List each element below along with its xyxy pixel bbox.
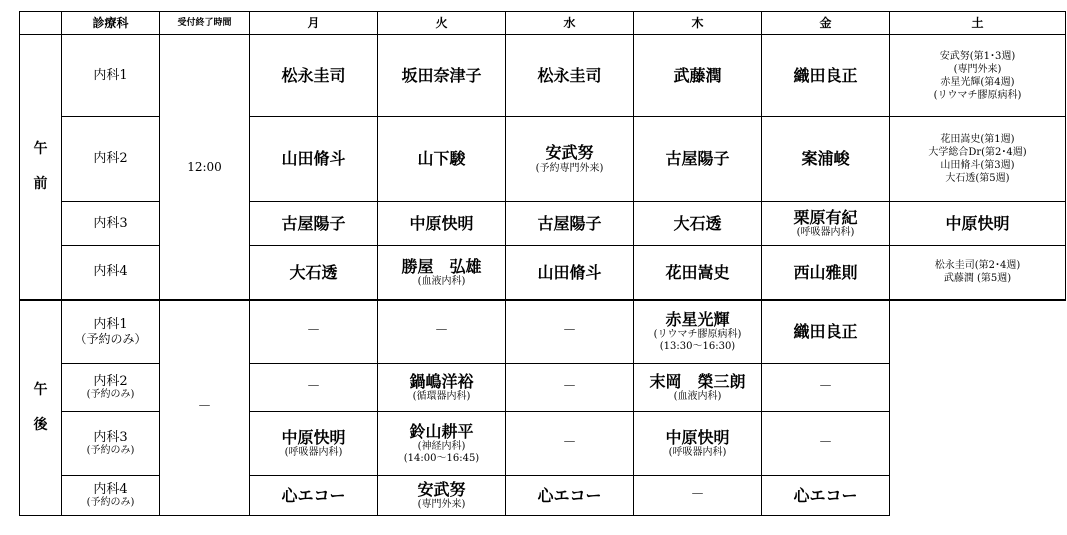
doctor-note: (循環器内科)	[412, 391, 471, 403]
afternoon-period-label	[20, 300, 62, 516]
period-char: 前	[33, 175, 48, 192]
doctor-name: 鍋嶋洋裕	[409, 371, 474, 391]
header-row	[20, 12, 1066, 35]
doctor-note: (血液内科)	[417, 275, 466, 287]
doctor-note: (予約専門外来)	[535, 162, 604, 174]
doctor-name: 西山雅則	[793, 262, 858, 282]
morning-reception-time: 12:00	[160, 35, 250, 300]
doctor-name: 末岡 榮三朗	[649, 371, 746, 391]
period-char: 午	[33, 381, 48, 398]
doctor-name: 坂田奈津子	[401, 65, 482, 85]
morning-row-1	[20, 35, 1066, 117]
doctor-cell	[762, 246, 890, 300]
doctor-cell: －	[634, 476, 762, 516]
doctor-cell: －	[506, 412, 634, 476]
doctor-name: 武藤潤	[673, 65, 722, 85]
dept-cell	[62, 300, 160, 364]
dept-cell	[62, 412, 160, 476]
doctor-cell	[634, 246, 762, 300]
doctor-name: 大石透	[289, 262, 338, 282]
doctor-cell	[634, 364, 762, 412]
sat-line: 松永圭司(第2･4週)	[934, 260, 1021, 272]
doctor-cell	[250, 476, 378, 516]
doctor-name: 中原快明	[281, 427, 346, 447]
doctor-cell	[250, 117, 378, 202]
header-day-thu: 木	[634, 12, 762, 35]
doctor-note: (呼吸器内科)	[284, 447, 343, 459]
header-day-wed: 水	[506, 12, 634, 35]
doctor-name: 花田嵩史	[665, 262, 730, 282]
dept-cell: 内科3	[62, 202, 160, 246]
sat-line: 安武努(第1･3週)	[939, 50, 1016, 62]
doctor-cell	[250, 202, 378, 246]
doctor-name: 安武努	[545, 143, 594, 163]
doctor-name: 中原快明	[409, 213, 474, 233]
doctor-name: 栗原有紀	[793, 207, 858, 227]
period-char: 後	[33, 416, 48, 433]
doctor-name: 織田良正	[793, 65, 858, 85]
doctor-cell	[634, 117, 762, 202]
doctor-name: 大石透	[673, 213, 722, 233]
doctor-note: (14:00～16:45)	[403, 453, 480, 465]
saturday-cell	[890, 35, 1066, 117]
doctor-cell: －	[506, 364, 634, 412]
doctor-cell	[506, 202, 634, 246]
sat-line: 大石透(第5週)	[945, 173, 1010, 184]
doctor-cell	[634, 412, 762, 476]
doctor-cell	[378, 117, 506, 202]
doctor-cell	[762, 300, 890, 364]
doctor-cell	[378, 412, 506, 476]
doctor-cell	[378, 246, 506, 300]
doctor-name: 中原快明	[945, 213, 1010, 233]
dept-sub: (予約のみ)	[86, 497, 135, 509]
sat-line: 武藤潤 (第5週)	[943, 273, 1012, 285]
sat-line: 花田嵩史(第1週)	[940, 134, 1015, 145]
doctor-name: 案浦峻	[801, 149, 850, 169]
doctor-cell	[506, 35, 634, 117]
doctor-name: 山田脩斗	[537, 262, 602, 282]
sat-line: 山田脩斗(第3週)	[940, 160, 1015, 171]
dept-sub: (予約のみ)	[86, 389, 135, 401]
period-char: 午	[33, 140, 48, 157]
doctor-name: 山下駿	[417, 149, 466, 169]
doctor-cell	[762, 202, 890, 246]
doctor-cell: －	[506, 300, 634, 364]
doctor-name: 中原快明	[665, 427, 730, 447]
doctor-name: 古屋陽子	[665, 149, 730, 169]
doctor-note: (神経内科)	[417, 441, 466, 453]
dept-label: 内科4	[93, 481, 128, 497]
doctor-cell: －	[762, 364, 890, 412]
doctor-note: (13:30～16:30)	[659, 341, 736, 353]
doctor-name: 心エコー	[537, 485, 602, 505]
doctor-cell	[762, 117, 890, 202]
sat-line: 大学総合Dr(第2･4週)	[928, 147, 1027, 158]
sat-line: (専門外来)	[953, 63, 1002, 75]
schedule-table	[19, 11, 1066, 516]
doctor-name: 松永圭司	[281, 65, 346, 85]
dept-sub: （予約のみ）	[74, 332, 147, 347]
doctor-cell	[506, 117, 634, 202]
dept-label: 内科3	[93, 429, 128, 445]
dept-cell: 内科4	[62, 246, 160, 300]
doctor-name: 勝屋 弘雄	[401, 256, 482, 276]
header-day-sat: 土	[890, 12, 1066, 35]
saturday-cell	[890, 202, 1066, 246]
header-reception-end: 受付終了時間	[160, 12, 250, 35]
doctor-name: 織田良正	[793, 322, 858, 342]
doctor-name: 赤星光輝	[665, 310, 730, 330]
doctor-name: 心エコー	[281, 485, 346, 505]
header-corner	[20, 12, 62, 35]
header-dept: 診療科	[62, 12, 160, 35]
header-day-fri: 金	[762, 12, 890, 35]
doctor-name: 心エコー	[793, 485, 858, 505]
sat-line: (リウマチ膠原病科)	[933, 89, 1022, 101]
dept-cell	[62, 476, 160, 516]
empty-area	[890, 300, 1066, 516]
afternoon-reception-time: －	[160, 300, 250, 516]
dept-label: 内科1	[93, 316, 128, 332]
doctor-cell	[634, 300, 762, 364]
dept-cell	[62, 364, 160, 412]
doctor-name: 古屋陽子	[537, 213, 602, 233]
doctor-cell	[378, 364, 506, 412]
dept-sub: (予約のみ)	[86, 445, 135, 457]
doctor-cell	[378, 476, 506, 516]
doctor-cell: －	[378, 300, 506, 364]
doctor-cell	[506, 246, 634, 300]
morning-period-label	[20, 35, 62, 300]
doctor-cell	[250, 412, 378, 476]
doctor-cell	[250, 246, 378, 300]
doctor-cell	[250, 35, 378, 117]
header-day-mon: 月	[250, 12, 378, 35]
sat-line: 赤星光輝(第4週)	[940, 76, 1015, 88]
header-day-tue: 火	[378, 12, 506, 35]
doctor-cell	[634, 35, 762, 117]
afternoon-row-1	[20, 300, 1066, 364]
doctor-name: 鈴山耕平	[409, 421, 474, 441]
doctor-note: (呼吸器内科)	[796, 227, 855, 239]
doctor-cell: －	[250, 364, 378, 412]
dept-label: 内科2	[93, 373, 128, 389]
doctor-cell: －	[250, 300, 378, 364]
dept-cell: 内科1	[62, 35, 160, 117]
doctor-note: (呼吸器内科)	[668, 447, 727, 459]
doctor-note: (血液内科)	[673, 391, 722, 403]
doctor-cell	[762, 35, 890, 117]
doctor-name: 山田脩斗	[281, 149, 346, 169]
doctor-name: 古屋陽子	[281, 213, 346, 233]
doctor-name: 安武努	[417, 479, 466, 499]
dept-cell: 内科2	[62, 117, 160, 202]
doctor-cell: －	[762, 412, 890, 476]
doctor-cell	[762, 476, 890, 516]
doctor-name: 松永圭司	[537, 65, 602, 85]
saturday-cell	[890, 117, 1066, 202]
doctor-cell	[378, 35, 506, 117]
doctor-cell	[378, 202, 506, 246]
doctor-note: (専門外来)	[417, 499, 466, 511]
doctor-note: (リウマチ膠原病科)	[653, 329, 742, 341]
doctor-cell	[506, 476, 634, 516]
saturday-cell	[890, 246, 1066, 300]
doctor-cell	[634, 202, 762, 246]
